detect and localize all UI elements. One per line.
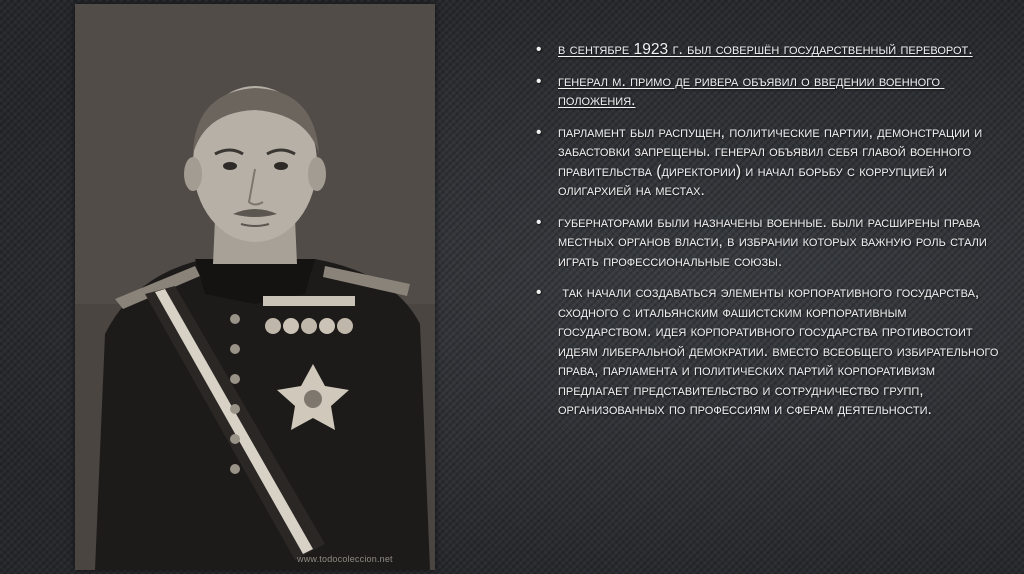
bullet-dot-icon: • [536,284,542,301]
bullet-dot-icon: • [536,41,542,58]
bullet-item-parliament [532,123,1002,201]
bullet-dot-icon: • [536,72,542,90]
bullet-dot-icon: • [536,213,542,231]
bullet-text: генерал м. примо де ривера объявил о введении военного положения. [558,72,945,109]
bullet-item-governors [532,213,1002,272]
bullet-dot-icon: • [536,123,542,141]
bullet-text: губернаторами были назначены военные. были расширены права местных органов власти, в избрании которых важную роль стали играть профессиональные союзы. [558,213,992,270]
bullet-item-coup [532,40,1002,60]
bullet-list [532,40,1002,432]
bullet-text: в сентябре 1923 г. был совершён государственный переворот. [558,41,973,58]
photo-watermark: www.todocoleccion.net [297,554,393,564]
bullet-item-martial-law [532,72,1002,111]
bullet-text: так начали создаваться элементы корпоративного государства, сходного с итальянским фашистским корпоративным государством. идея корпоративного государства противостоит идеям либеральной демократии. вместо всеобщего избирательного права, парламента и политических партий корпоративизм предлагает представительство и сотрудничество групп, организованных по профессиям и сферам деятельности. [558,284,1003,418]
bullet-text: парламент был распущен, политические партии, демонстрации и забастовки запрещены. генерал объявил себя главой военного правительства (директории) и начал борьбу с коррупцией и олигархией на местах. [558,123,987,199]
portrait-photo [75,4,435,570]
bullet-item-corporatism [532,283,1002,420]
portrait-illustration [75,4,435,570]
